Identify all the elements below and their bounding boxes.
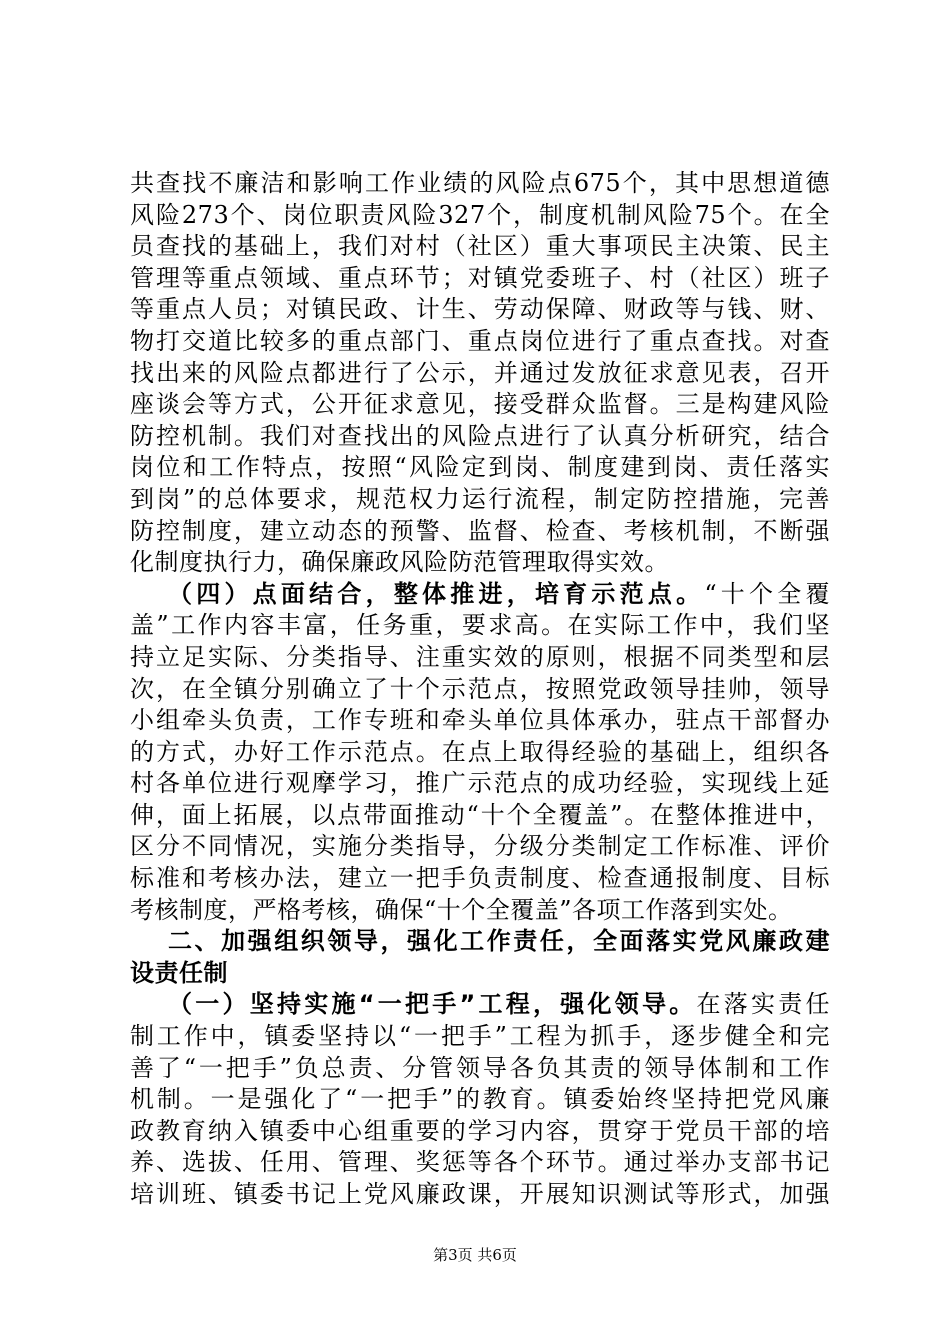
section-heading-line: 二、加强组织领导，强化工作责任，全面落实党风廉政建 [168,927,830,956]
text-line: 小组牵头负责，工作专班和牵头单位具体承办，驻点干部督办 [130,706,830,735]
paragraph-risk-points [130,168,830,579]
section-heading-line: 设责任制 [130,958,228,987]
text-line: 制工作中，镇委坚持以“一把手”工程为抓手，逐步健全和完 [130,1022,830,1051]
subsection-heading: （四）点面结合，整体推进，培育示范点。 [168,579,705,608]
text-line: 到岗”的总体要求，规范权力运行流程，制定防控措施，完善 [130,484,830,513]
text-line: 岗位和工作特点，按照“风险定到岗、制度建到岗、责任落实 [130,453,830,482]
text-line: 防控机制。我们对查找出的风险点进行了认真分析研究，结合 [130,421,830,450]
text-line: 管理等重点领域、重点环节；对镇党委班子、村（社区）班子 [130,263,830,292]
text-line: 机制。一是强化了“一把手”的教育。镇委始终坚持把党风廉 [130,1085,830,1114]
text-line: 村各单位进行观摩学习，推广示范点的成功经验，实现线上延 [130,769,830,798]
document-body [130,168,830,1211]
paragraph-first-line [130,989,830,1021]
paragraph-leadership [130,989,830,1210]
text-line: 持立足实际、分类指导、注重实效的原则，根据不同类型和层 [130,642,830,671]
paragraph-demonstration-points [130,579,830,927]
paragraph-first-line [130,579,830,611]
text-line: 次，在全镇分别确立了十个示范点，按照党政领导挂帅，领导 [130,674,830,703]
text-line: 养、选拔、任用、管理、奖惩等各个环节。通过举办支部书记 [130,1148,830,1177]
text-line: 的方式，办好工作示范点。在点上取得经验的基础上，组织各 [130,737,830,766]
page-number-footer: 第3页 共6页 [433,1246,517,1264]
text-line: 找出来的风险点都进行了公示，并通过发放征求意见表，召开 [130,358,830,387]
text-line: 风险273个、岗位职责风险327个，制度机制风险75个。在全 [130,200,830,229]
section-heading [130,926,830,989]
text-run: 在落实责任 [696,990,831,1019]
text-line: 防控制度，建立动态的预警、监督、检查、考核机制，不断强 [130,516,830,545]
text-run: “十个全覆 [704,579,830,608]
text-line: 等重点人员；对镇民政、计生、劳动保障、财政等与钱、财、 [130,295,830,324]
text-line: 伸，面上拓展，以点带面推动“十个全覆盖”。在整体推进中， [130,800,830,829]
text-line: 盖”工作内容丰富，任务重，要求高。在实际工作中，我们坚 [130,611,830,640]
text-line: 区分不同情况，实施分类指导，分级分类制定工作标准、评价 [130,832,830,861]
text-line: 座谈会等方式，公开征求意见，接受群众监督。三是构建风险 [130,390,830,419]
text-line: 物打交道比较多的重点部门、重点岗位进行了重点查找。对查 [130,326,830,355]
text-line: 标准和考核办法，建立一把手负责制度、检查通报制度、目标 [130,864,830,893]
text-line: 考核制度，严格考核，确保“十个全覆盖”各项工作落到实处。 [130,895,793,924]
text-line: 培训班、镇委书记上党风廉政课，开展知识测试等形式，加强 [130,1180,830,1208]
text-line: 员查找的基础上，我们对村（社区）重大事项民主决策、民主 [130,232,830,261]
text-line: 政教育纳入镇委中心组重要的学习内容，贯穿于党员干部的培 [130,1116,830,1145]
text-line: 善了“一把手”负总责、分管领导各负其责的领导体制和工作 [130,1053,830,1082]
text-line: 共查找不廉洁和影响工作业绩的风险点675个，其中思想道德 [130,169,830,197]
subsection-heading: （一）坚持实施“一把手”工程，强化领导。 [168,990,697,1019]
text-line: 化制度执行力，确保廉政风险防范管理取得实效。 [130,548,669,577]
